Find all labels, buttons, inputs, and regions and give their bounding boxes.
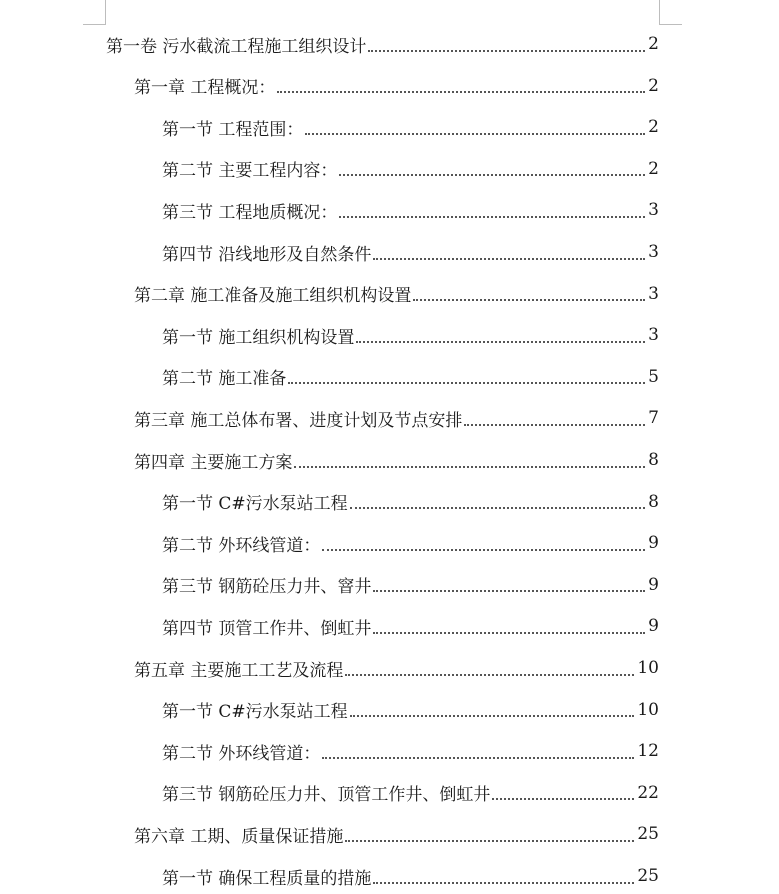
toc-page-number: 25: [637, 866, 659, 886]
toc-page-number: 3: [648, 283, 659, 304]
page-margin-corner-top-left: [83, 0, 106, 25]
toc-entry-level-3[interactable]: [162, 317, 659, 353]
toc-entry-level-3[interactable]: [162, 567, 659, 603]
toc-entry-title: 第六章 工期、质量保证措施: [134, 826, 344, 847]
toc-entry-title: 第五章 主要施工工艺及流程: [134, 660, 344, 681]
toc-page-number: 22: [637, 782, 659, 803]
toc-page-number: 2: [648, 117, 659, 138]
toc-page-number: 3: [648, 325, 659, 346]
toc-entry-level-2[interactable]: [134, 68, 659, 104]
toc-entry-title: 第一卷 污水截流工程施工组织设计: [106, 36, 367, 57]
toc-dot-leader: [322, 756, 634, 759]
toc-entry-title: 第二章 施工准备及施工组织机构设置: [134, 286, 412, 307]
toc-entry-title: 第三节 钢筋砼压力井、顶管工作井、倒虹井: [162, 785, 491, 806]
toc-entry-level-2[interactable]: [134, 442, 659, 478]
toc-entry-title: 第一节 C#污水泵站工程: [162, 494, 348, 515]
toc-page-number: 25: [637, 824, 659, 845]
toc-entry-title: 第三节 工程地质概况：: [162, 202, 338, 223]
toc-entry-title: 第三节 钢筋砼压力井、窨井: [162, 577, 372, 598]
toc-dot-leader: [288, 381, 645, 384]
toc-dot-leader: [373, 589, 645, 592]
toc-page-number: 8: [648, 491, 659, 512]
toc-entry-level-3[interactable]: [162, 608, 659, 644]
toc-page-number: 10: [637, 658, 659, 678]
toc-dot-leader: [373, 257, 645, 260]
toc-entry-title: 第四节 顶管工作井、倒虹井: [162, 618, 372, 639]
toc-page-number: 3: [648, 242, 659, 262]
toc-dot-leader: [492, 797, 634, 800]
toc-dot-leader: [339, 173, 645, 176]
toc-entry-title: 第一节 工程范围：: [162, 119, 304, 140]
toc-page-number: 3: [648, 200, 659, 221]
toc-page-number: 2: [648, 158, 659, 179]
toc-dot-leader: [322, 548, 645, 551]
toc-entry-title: 第二节 外环线管道：: [162, 535, 321, 556]
toc-page-number: 2: [648, 34, 659, 54]
toc-dot-leader: [350, 506, 646, 509]
toc-dot-leader: [345, 839, 634, 842]
toc-entry-level-3[interactable]: [162, 484, 659, 520]
toc-entry-level-3[interactable]: [162, 359, 659, 395]
toc-entry-level-2[interactable]: [134, 400, 659, 436]
toc-entry-title: 第四章 主要施工方案: [134, 452, 293, 473]
toc-dot-leader: [305, 132, 645, 135]
toc-entry-title: 第一章 工程概况：: [134, 78, 276, 99]
toc-entry-level-3[interactable]: [162, 692, 659, 728]
toc-entry-title: 第四节 沿线地形及自然条件: [162, 244, 372, 265]
toc-entry-level-2[interactable]: [134, 650, 659, 686]
toc-dot-leader: [464, 423, 645, 426]
toc-entry-level-2[interactable]: [134, 276, 659, 312]
toc-dot-leader: [413, 298, 645, 301]
toc-page-number: 10: [637, 699, 659, 720]
toc-entry-level-2[interactable]: [134, 816, 659, 852]
toc-entry-level-3[interactable]: [162, 775, 659, 811]
toc-entry-level-3[interactable]: [162, 733, 659, 769]
toc-page-number: 2: [648, 75, 659, 96]
toc-entry-level-3[interactable]: [162, 109, 659, 145]
toc-page-number: 7: [648, 408, 659, 429]
toc-dot-leader: [373, 631, 645, 634]
toc-entry-title: 第二节 主要工程内容：: [162, 161, 338, 182]
toc-page-number: 8: [648, 450, 659, 470]
toc-page-number: 9: [648, 533, 659, 554]
toc-entry-title: 第一节 确保工程质量的措施: [162, 868, 372, 889]
toc-entry-title: 第二节 施工准备: [162, 369, 287, 390]
toc-entry-level-3[interactable]: [162, 858, 659, 894]
toc-page-number: 12: [637, 741, 659, 762]
page-margin-corner-top-right: [659, 0, 682, 25]
toc-entry-level-3[interactable]: [162, 151, 659, 187]
toc-dot-leader: [277, 90, 645, 93]
toc-dot-leader: [373, 881, 634, 884]
toc-entry-title: 第一节 施工组织机构设置: [162, 327, 355, 348]
toc-page-number: 5: [648, 366, 659, 387]
toc-dot-leader: [368, 49, 645, 52]
toc-page-number: 9: [648, 574, 659, 595]
toc-dot-leader: [345, 673, 634, 676]
toc-entry-title: 第三章 施工总体布署、进度计划及节点安排: [134, 410, 463, 431]
toc-entry-level-1[interactable]: [106, 26, 659, 62]
toc-dot-leader: [339, 215, 645, 218]
toc-dot-leader: [356, 340, 645, 343]
toc-page-number: 9: [648, 616, 659, 637]
toc-entry-level-3[interactable]: [162, 234, 659, 270]
toc-dot-leader: [350, 714, 635, 717]
toc-entry-title: 第一节 C#污水泵站工程: [162, 702, 348, 723]
toc-entry-level-3[interactable]: [162, 192, 659, 228]
toc-dot-leader: [294, 465, 645, 468]
toc-entry-title: 第二节 外环线管道：: [162, 743, 321, 764]
toc-entry-level-3[interactable]: [162, 525, 659, 561]
